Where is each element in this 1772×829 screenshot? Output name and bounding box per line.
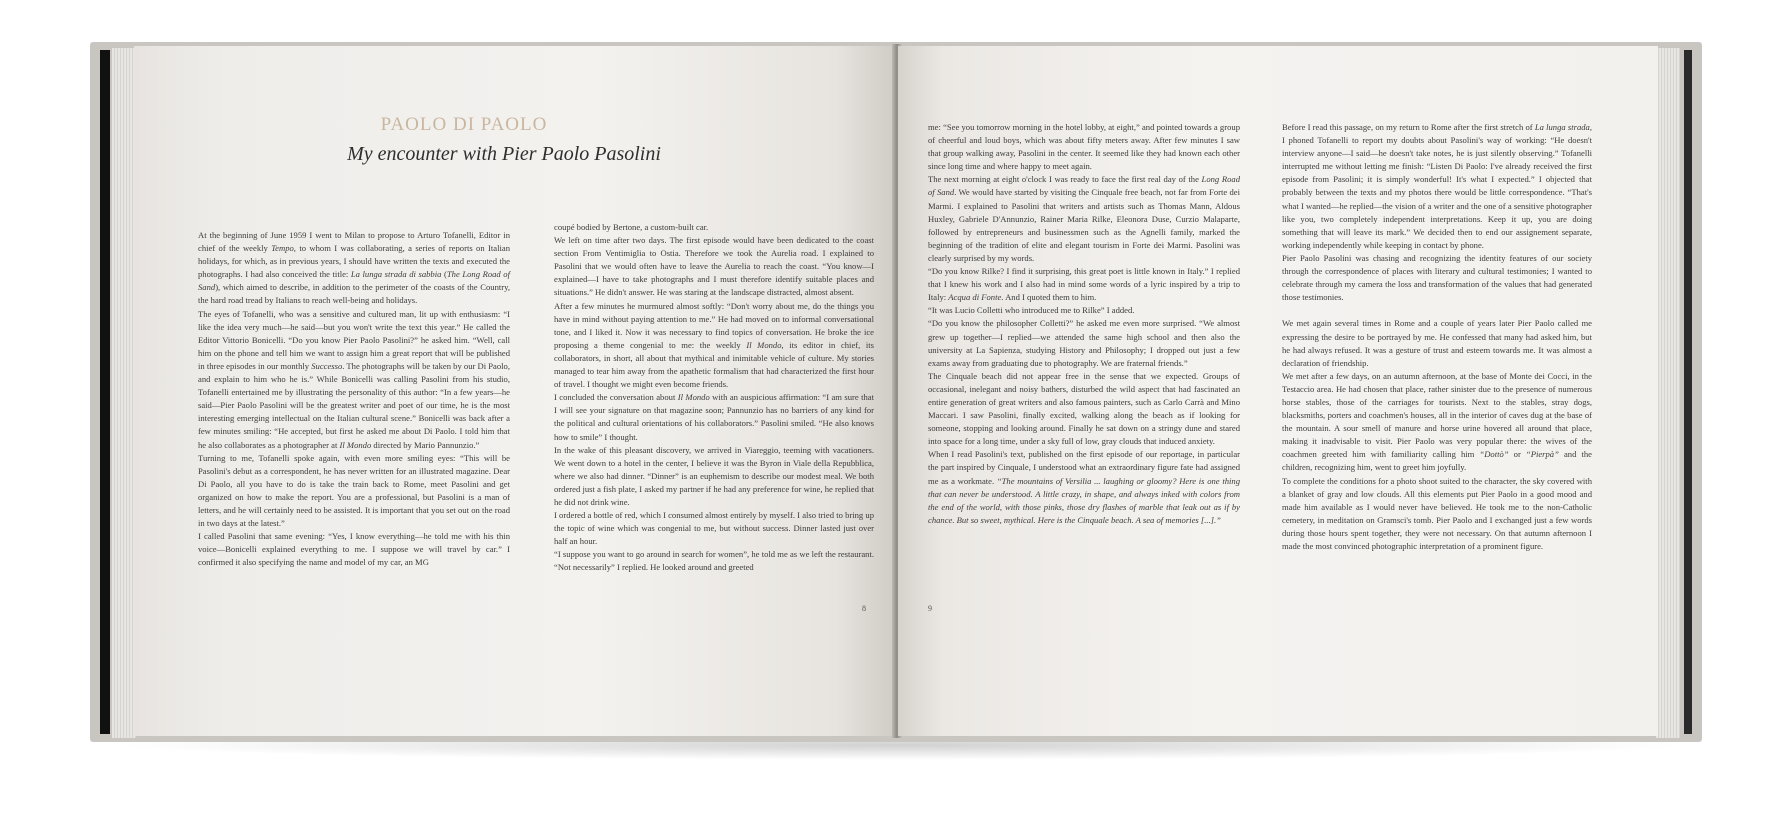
paragraph xyxy=(1282,304,1592,317)
cover-edge-right xyxy=(1684,50,1692,734)
paragraph: Pier Paolo Pasolini was chasing and recognizing the identity features of our society through the correspondence of places with literary and cultural testimonies; I wanted to celebrate through my camera the loss and transformation of the values that had generated those testimonies. xyxy=(1282,252,1592,303)
page-number-left: 8 xyxy=(862,604,866,613)
paragraph: The Cinquale beach did not appear free in the sense that we expected. Groups of occasional, inelegant and noisy bathers, disturbed the wild aspect that had fascinated an entire generation of great writers and also famous painters, such as Carlo Carrà and Mino Maccari. I saw Pasolini, finally excited, walking along the beach as if looking for someone, stopping and looking around. Finally he sat down on a stringy dune and stared into space for a long time, under a sky full of low, gray clouds that induced anxiety. xyxy=(928,370,1240,447)
author-heading: PAOLO DI PAOLO xyxy=(380,114,548,135)
paragraph: I ordered a bottle of red, which I consumed almost entirely by myself. I also tried to bring up the topic of wine which was congenial to me, but without success. Dinner lasted just over half an hour. xyxy=(554,510,874,547)
text-column-3 xyxy=(928,121,1240,527)
right-page xyxy=(898,46,1658,736)
open-book xyxy=(90,42,1702,742)
page-stack-left xyxy=(112,48,136,738)
paragraph: “Do you know Rilke? I find it surprising, this great poet is little known in Italy.” I replied that I knew his work and I also had in mind some words of a lyric inspired by a trip to Italy: Acqua di Fonte. And I quoted them to him. xyxy=(928,266,1240,303)
text-column-4 xyxy=(1282,121,1592,553)
paragraph: The eyes of Tofanelli, who was a sensitive and cultured man, lit up with enthusiasm: “I like the idea very much—he said—but you won't write the text this year.” He called the Editor Vittorio Bonicelli. “Do you know Pier Paolo Pasolini?” he asked him. “Well, call him on the phone and tell him we want to assign him a great report that will be published in three episodes in our monthly Successo. The photographs will be taken by our Di Paolo, and explain to him who he is.” While Bonicelli was calling Pasolini from his studio, Tofanelli entertained me by illustrating the personality of this author: “In a few years—he said—Pier Paolo Pasolini will be the greatest writer and poet of our time, he is the most interesting emerging intellectual on the Italian cultural scene.” Bonicelli was back after a few minutes smiling: “He accepted, but first he asked me about Di Paolo. I told him that he also collaborates as a photographer at Il Mondo directed by Mario Pannunzio.” xyxy=(198,308,510,450)
paragraph: After a few minutes he murmured almost softly: “Don't worry about me, do the things you have in mind without paying attention to me.” He had moved on to informal conversational tone, and I liked it. Now it was necessary to find topics of conversation. He broke the ice proposing a theme congenial to me: the weekly Il Mondo, its editor in chief, its collaborators, in short, all about that mythical and inimitable vehicle of culture. My stories managed to tear him away from the apathetic formalism that had characterized the first hour of travel. I thought we might even become friends. xyxy=(554,300,874,390)
paragraph: At the beginning of June 1959 I went to Milan to propose to Arturo Tofanelli, Editor in chief of the weekly Tempo, to whom I was collaborating, a series of reports on Italian holidays, for which, as in previous years, I should have written the texts and executed the photographs. I had also conceived the title: La lunga strada di sabbia (The Long Road of Sand), which aimed to describe, in addition to the perimeter of the coasts of the Country, the hard road tread by Italians to reach well-being and holidays. xyxy=(198,230,510,306)
text-column-2 xyxy=(554,221,874,575)
paragraph: me: “See you tomorrow morning in the hotel lobby, at eight,” and pointed towards a group of cheerful and loud boys, which was about fifty meters away. After few minutes I saw that group walking away, Pasolini in the center. It seemed like they had known each other since long time and where happy to meet again. xyxy=(928,122,1240,172)
paragraph: I concluded the conversation about Il Mondo with an auspicious affirmation: “I am sure that I will see your signature on that magazine soon; Pannunzio has no barriers of any kind for the political and cultural orientations of his collaborators.” Pasolini smiled. “He also knows how to smile” I thought. xyxy=(554,392,875,442)
paragraph: “It was Lucio Colletti who introduced me to Rilke” I added. xyxy=(928,305,1135,316)
paragraph: “I suppose you want to go around in search for women”, he told me as we left the restaurant. “Not necessarily” I replied. He looked around and greeted xyxy=(554,549,874,573)
paragraph: We met after a few days, on an autumn afternoon, at the base of Monte dei Cocci, in the Testaccio area. He had chosen that place, rather sinister due to the presence of numerous horse stables, those of the carriages for tourists. Next to the stables, stray dogs, blacksmiths, porters and coachmen's houses, all in the interior of caves dug at the base of the mountain. A sour smell of manure and horse urine hovered all around that place, making it inadvisable to visit. Pier Paolo was very popular there: the wives of the coachmen greeted him with familiarity calling him “Dottò” or “Pierpà” and the children, recognizing him, went to greet him joyfully. xyxy=(1282,370,1592,473)
cover-edge-left xyxy=(100,50,110,734)
page-number-right: 9 xyxy=(928,604,932,613)
left-page xyxy=(134,46,896,736)
text-column-1 xyxy=(198,229,510,569)
page-stack-right xyxy=(1656,48,1680,738)
paragraph: The next morning at eight o'clock I was ready to face the first real day of the Long Road of Sand. We would have started by visiting the Cinquale free beach, not far from Forte dei Marmi. I explained to Pasolini that writers and artists such as Thomas Mann, Aldous Huxley, Gabriele D'Annunzio, Rainer Maria Rilke, Eleonora Duse, Curzio Malaparte, followed by entrepreneurs and businessmen such as the Agnelli family, marked the beginning of the tradition of elite and elegant tourism in Forte dei Marmi. Pasolini was clearly surprised by my words. xyxy=(928,174,1240,263)
paragraph: In the wake of this pleasant discovery, we arrived in Viareggio, teeming with vacationers. We went down to a hotel in the center, I believe it was the Byron in Viale della Repubblica, where we also had dinner. “Dinner” is an euphemism to describe our modest meal. We both ordered just a fish plate, I asked my partner if he had any preference for wine, he replied that he did not drink wine. xyxy=(554,444,874,507)
paragraph: coupé bodied by Bertone, a custom-built car. xyxy=(554,222,709,232)
paragraph: To complete the conditions for a photo shoot suited to the character, the sky covered with a blanket of gray and low clouds. All this elements put Pier Paolo in a good mood and made him available as I would never have believed. He took me to the non-Catholic cemetery, in meditation on Gramsci's tomb. Pier Paolo and I exchanged just a few words during those hours spent together, they were not necessary. On that autumn afternoon I made the most convinced photographic interpretation of a prominent figure. xyxy=(1282,475,1592,551)
paragraph: I called Pasolini that same evening: “Yes, I know everything—he told me with his thin voice—Bonicelli explained everything to me. I suppose we will travel by car.” I confirmed it also specifying the name and model of my car, an MG xyxy=(198,531,510,568)
paragraph: Before I read this passage, on my return to Rome after the first stretch of La lunga strada, I phoned Tofanelli to report my doubts about Pasolini's way of working: “He doesn't interview anyone—I said—he doesn't take notes, he is just silently observing.” Tofanelli interrupted me without letting me finish: “Listen Di Paolo: I've already received the first episode from Pasolini; it is simply wonderful! It's what I expected.” I objected that probably between the texts and my photos there would be little correspondence. “That's what I wanted—he replied—the vision of a writer and the one of a sensitive photographer like you, two completely independent interpretations. Keep it up, you are doing something that will leave its mark.” We decided then to end our assignement separate, working independently while keeping in contact by phone. xyxy=(1282,122,1592,250)
paragraph: “Do you know the philosopher Colletti?” he asked me even more surprised. “We almost grew up together—I replied—we attended the same high school and then also the university at La Sapienza, studying History and Philosophy; I dropped out just a few exams away from graduating due to photography. We are fraternal friends.” xyxy=(928,318,1240,368)
paragraph: Turning to me, Tofanelli spoke again, with even more smiling eyes: “This will be Pasolini's debut as a correspondent, he has never written for an illustrated magazine. Dear Di Paolo, all you have to do is take the train back to Rome, meet Pasolini and get organized on how to make the report. You are a professional, but Pasolini is a man of letters, and he will certainly need to be assisted. It is important that you set out on the road in two days at the latest.” xyxy=(198,452,510,529)
chapter-title: My encounter with Pier Paolo Pasolini xyxy=(347,143,661,165)
paragraph: When I read Pasolini's text, published on the first episode of our reportage, in particular the part inspired by Cinquale, I understood what an extraordinary figure fate had assigned me as a workmate. “The mountains of Versilia ... laughing or gloomy? Here is one thing that can never be understood. A little crazy, in shape, and always inked with colors from the end of the world, with those pinks, those dry flashes of marble that leak out as if by chance. But so sweet, mythical. Here is the Cinquale beach. A sea of memories [...].” xyxy=(928,449,1241,525)
paragraph: We met again several times in Rome and a couple of years later Pier Paolo called me expressing the desire to be portrayed by me. He confessed that many had asked him, but he had always refused. It was a gesture of trust and esteem towards me. It was almost a declaration of friendship. xyxy=(1282,318,1592,368)
paragraph: We left on time after two days. The first episode would have been dedicated to the coast section From Ventimiglia to Ostia. Therefore we took the Aurelia road. I explained to Pasolini that we would often have to leave the Aurelia to reach the coast. “You know—I explained—I have to take photographs and I must therefore identify suitable places and situations.” He didn't answer. He was staring at the landscape distracted, almost absent. xyxy=(554,235,874,298)
